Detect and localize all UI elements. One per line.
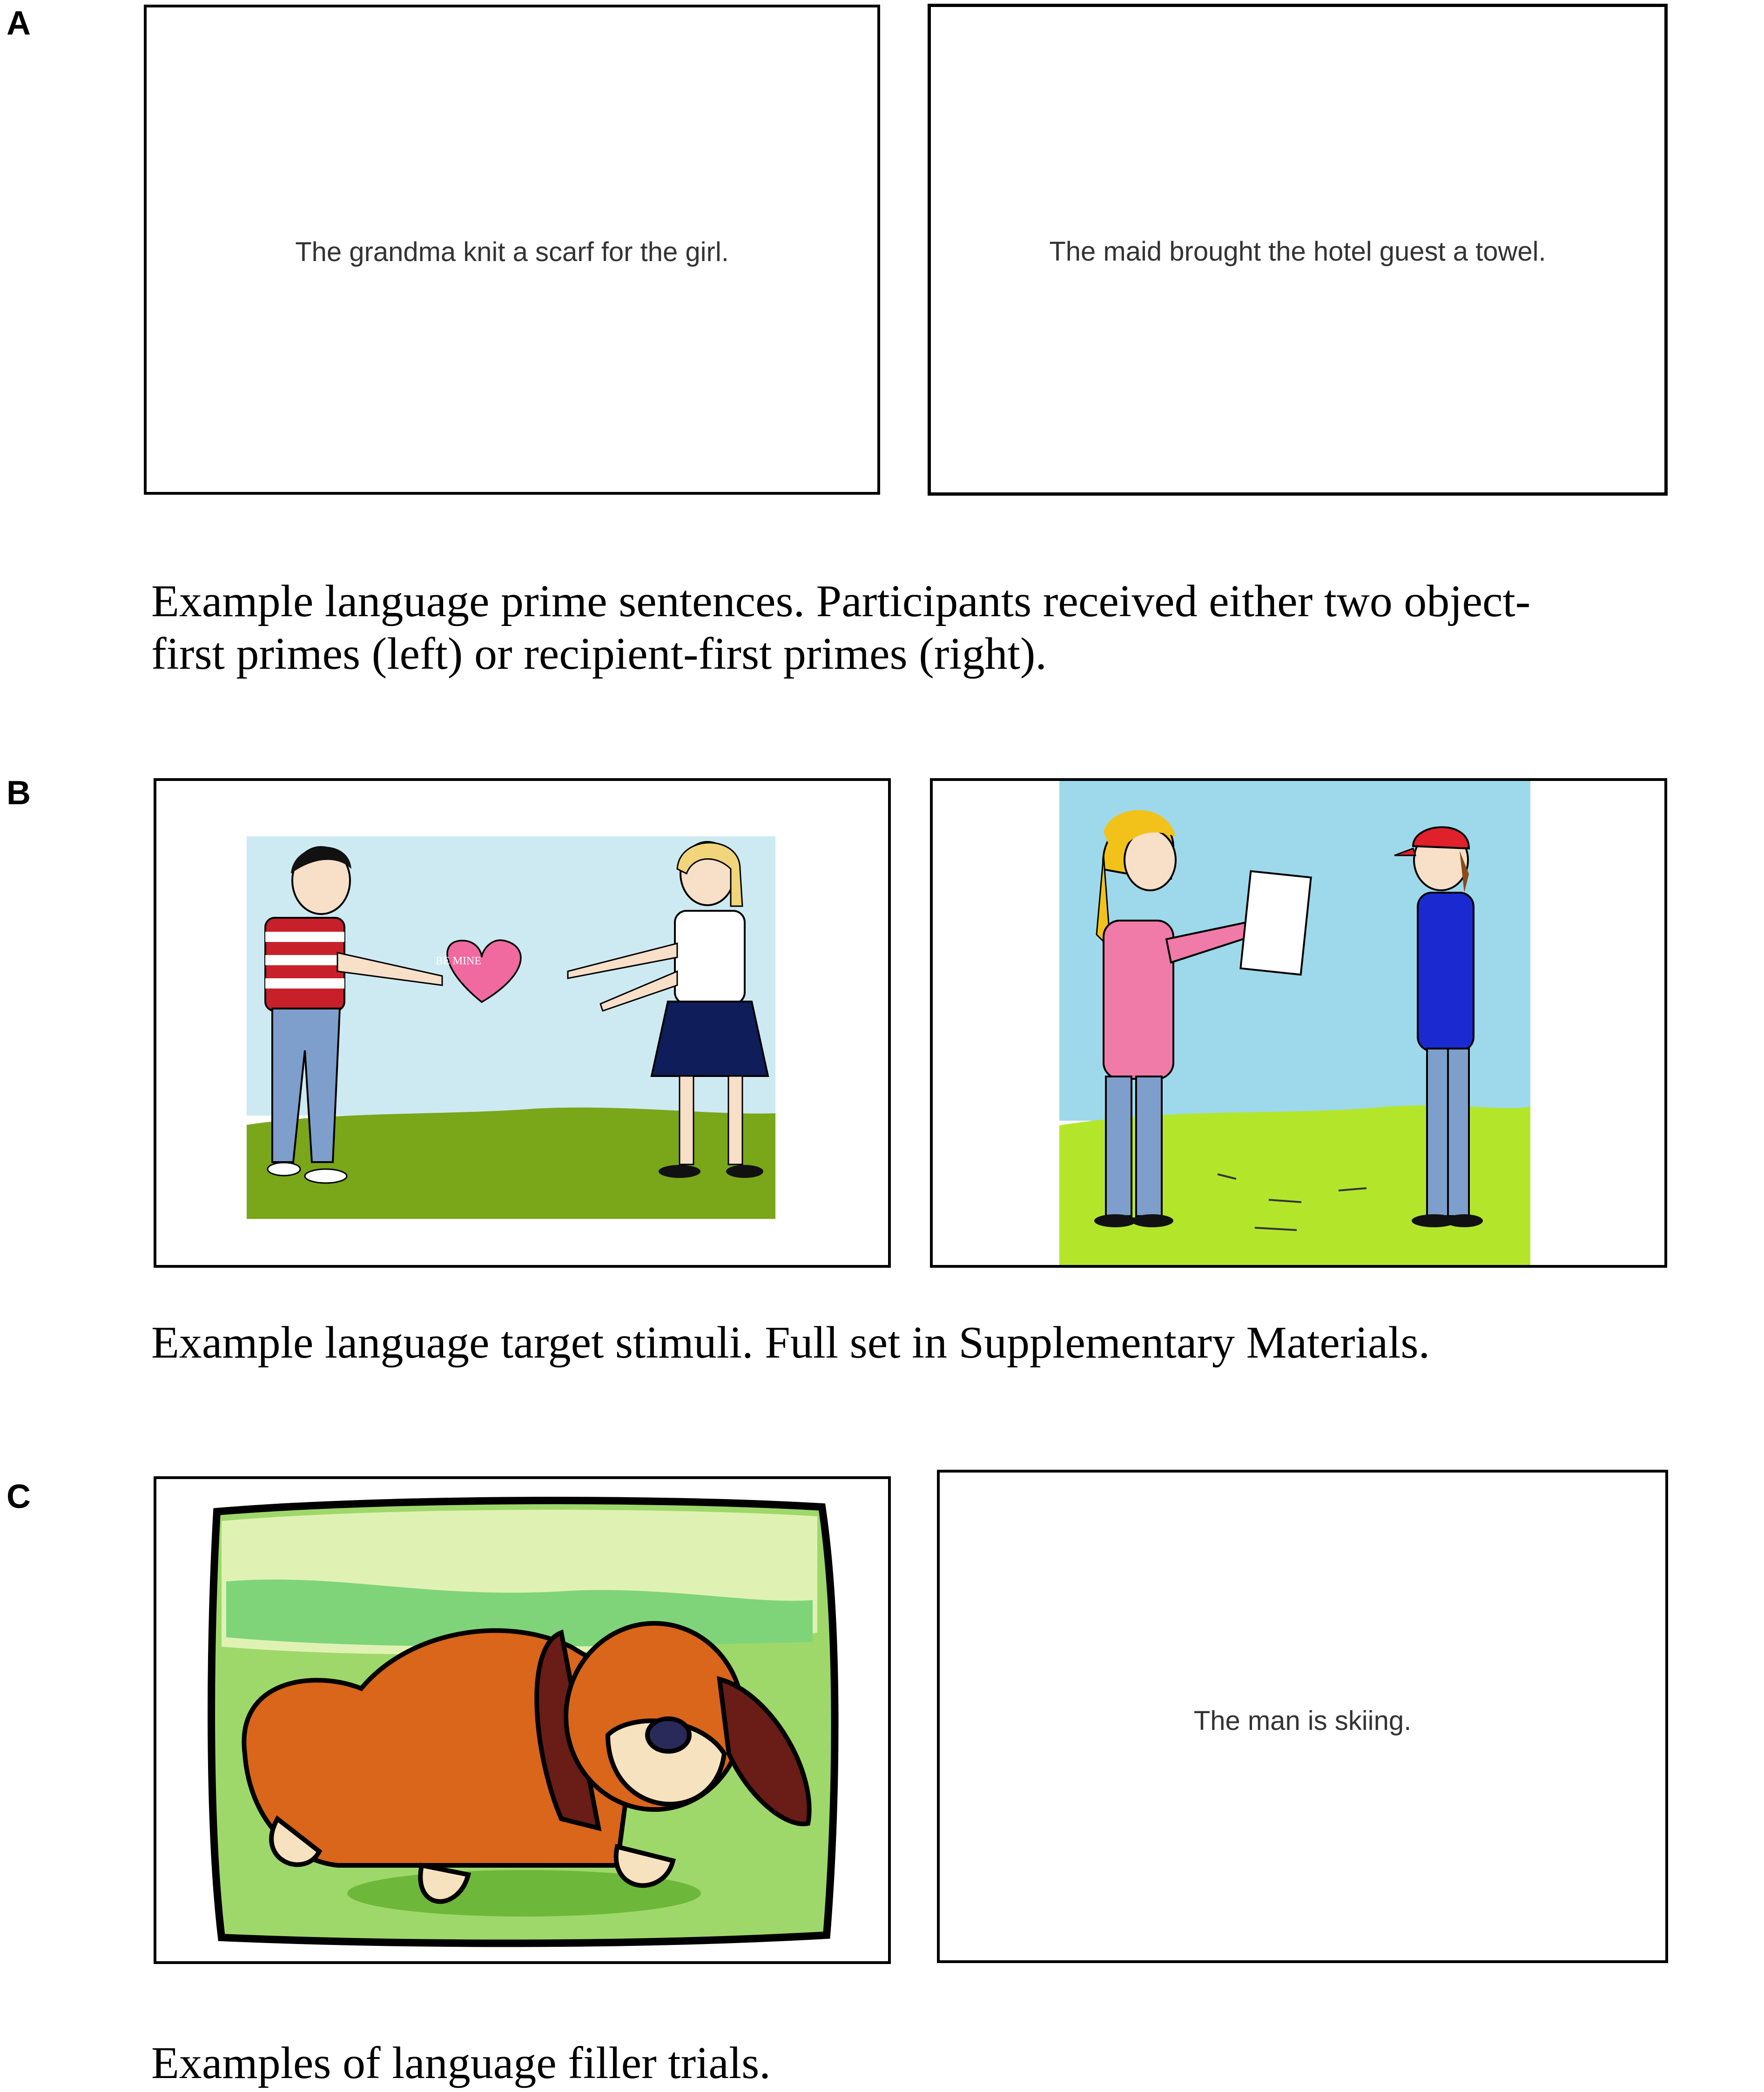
caption-b: Example language target stimuli. Full set in Supplementary Materials. bbox=[151, 1318, 1430, 1368]
caption-c: Examples of language filler trials. bbox=[151, 2038, 771, 2088]
paper bbox=[1240, 871, 1311, 975]
target-slide-left bbox=[154, 778, 891, 1268]
panel-label-c: C bbox=[7, 1478, 31, 1515]
sleeping-dog-illustration bbox=[198, 1493, 850, 1949]
heart-text: BE MINE bbox=[436, 955, 481, 967]
filler-sentence: The man is skiing. bbox=[1193, 1706, 1412, 1736]
filler-slide-right bbox=[937, 1470, 1668, 1963]
caption-a-line2: first primes (left) or recipient-first primes (right). bbox=[151, 629, 1047, 679]
prime-slide-right bbox=[928, 4, 1668, 496]
prime-slide-left bbox=[144, 5, 880, 495]
target-slide-right bbox=[930, 778, 1667, 1268]
prime-sentence-recipient-first: The maid brought the hotel guest a towel. bbox=[1049, 236, 1546, 267]
girl-shows-paper-illustration bbox=[1059, 781, 1530, 1265]
filler-slide-left bbox=[154, 1476, 891, 1964]
panel-label-a: A bbox=[7, 5, 31, 42]
panel-label-b: B bbox=[7, 774, 31, 812]
boy-gives-heart-illustration bbox=[247, 836, 775, 1219]
caption-a-line1: Example language prime sentences. Participants received either two object- bbox=[151, 576, 1531, 626]
prime-sentence-object-first: The grandma knit a scarf for the girl. bbox=[295, 237, 729, 267]
